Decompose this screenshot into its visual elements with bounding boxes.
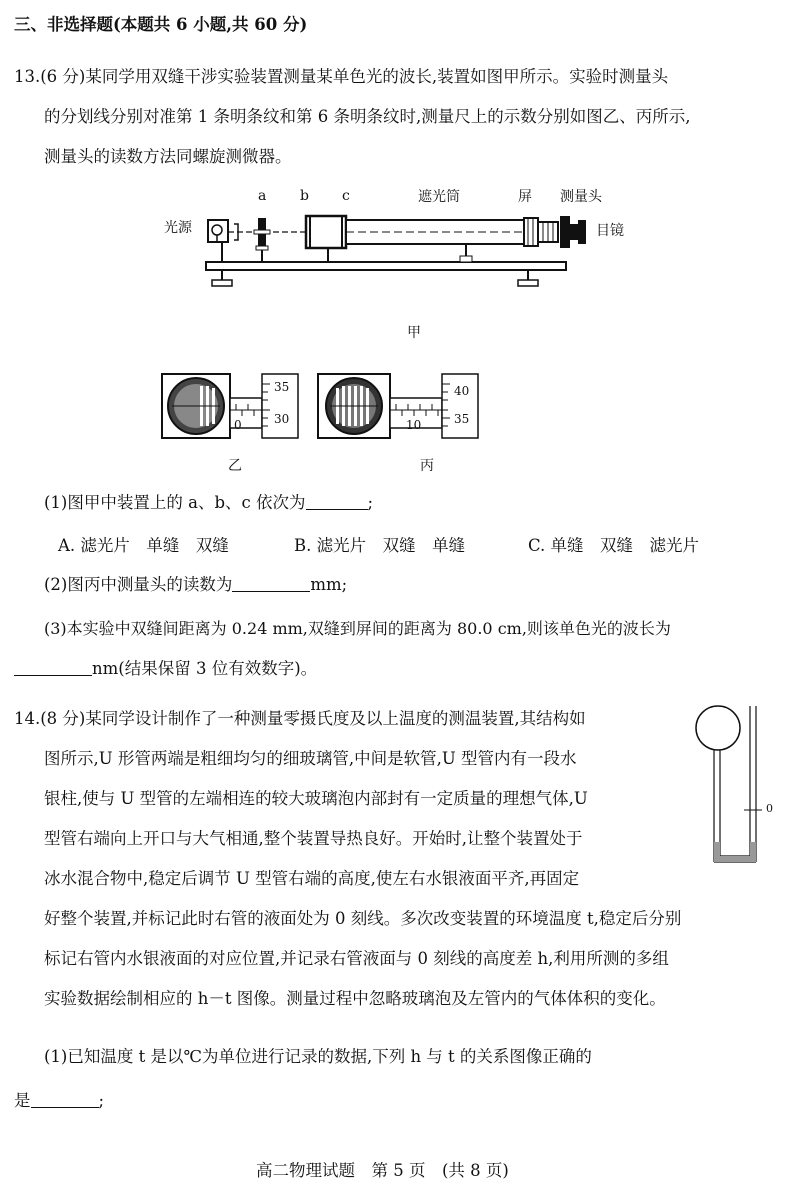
bing-tick-35: 35: [454, 412, 470, 426]
u-tube-figure: [690, 702, 790, 872]
q14-line8: 实验数据绘制相应的 h－t 图像。测量过程中忽略玻璃泡及左管内的气体体积的变化。: [44, 989, 666, 1008]
yi-tick-0: 0: [234, 418, 242, 432]
light-source: [208, 220, 228, 242]
zero-mark-label: 0: [766, 802, 773, 815]
q14-line3: 银柱,使与 U 型管的左端相连的较大玻璃泡内部封有一定质量的理想气体,U: [44, 789, 588, 808]
u-tube-drawing: [690, 702, 790, 872]
q13-line2: 的分划线分别对准第 1 条明条纹和第 6 条明条纹时,测量尺上的示数分别如图乙、丙所示,: [44, 107, 691, 126]
yi-tick-35: 35: [274, 380, 290, 394]
reading-bing: [316, 370, 496, 450]
caption-yi: 乙: [228, 458, 242, 474]
screen: [524, 218, 538, 246]
yi-tick-30: 30: [274, 412, 290, 426]
bing-tick-10: 10: [406, 418, 422, 432]
caption-jia: 甲: [407, 325, 421, 341]
option-a[interactable]: A. 滤光片 单缝 双缝: [58, 536, 229, 555]
label-tube: 遮光筒: [418, 189, 460, 205]
q13-sub3-blank[interactable]: [14, 659, 92, 676]
q13-line1: 13.(6 分)某同学用双缝干涉实验装置测量某单色光的波长,装置如图甲所示。实验时测量头: [14, 67, 669, 86]
q13-sub1-text: (1)图甲中装置上的 a、b、c 依次为: [44, 493, 306, 512]
q14-line4: 型管右端向上开口与大气相通,整个装置导热良好。开始时,让整个装置处于: [44, 829, 583, 848]
reading-yi: [160, 370, 310, 450]
q13-sub1-blank[interactable]: [306, 493, 368, 510]
label-c: c: [342, 188, 350, 204]
reading-bing-drawing: [316, 370, 496, 450]
glass-bulb: [696, 706, 740, 750]
q13-line3: 测量头的读数方法同螺旋测微器。: [44, 147, 292, 166]
q14-sub1-line2: [14, 1090, 104, 1112]
element-b: [306, 216, 346, 248]
page-footer: 高二物理试题 第 5 页 (共 8 页): [256, 1161, 509, 1180]
q13-sub1-end: ;: [367, 493, 374, 512]
label-head: 测量头: [560, 189, 602, 205]
q13-sub2-unit: mm;: [310, 575, 348, 594]
q14-line6: 好整个装置,并标记此时右管的液面处为 0 刻线。多次改变装置的环境温度 t,稳定后分别: [44, 909, 682, 928]
q13-sub2-text: (2)图丙中测量头的读数为: [44, 575, 233, 594]
option-c[interactable]: C. 单缝 双缝 滤光片: [528, 536, 700, 555]
q13-sub1: [44, 492, 373, 514]
label-light-source: 光源: [164, 220, 192, 236]
option-b[interactable]: B. 滤光片 双缝 单缝: [294, 536, 466, 555]
section-title: 三、非选择题(本题共 6 小题,共 60 分): [14, 15, 308, 34]
eyepiece: [578, 220, 586, 244]
label-b: b: [300, 188, 309, 204]
bing-tick-40: 40: [454, 384, 470, 398]
q13-sub2-blank[interactable]: [232, 575, 310, 592]
q14-sub1-semicolon: ;: [98, 1091, 105, 1110]
q14-line5: 冰水混合物中,稳定后调节 U 型管右端的高度,使左右水银液面平齐,再固定: [44, 869, 580, 888]
q14-line7: 标记右管内水银液面的对应位置,并记录右管液面与 0 刻线的高度差 h,利用所测的多组: [44, 949, 669, 968]
caption-bing: 丙: [420, 458, 434, 474]
q14-sub1-blank[interactable]: [31, 1091, 99, 1108]
label-screen: 屏: [518, 189, 532, 205]
q14-line2: 图所示,U 形管两端是粗细均匀的细玻璃管,中间是软管,U 型管内有一段水: [44, 749, 577, 768]
q14-line1: 14.(8 分)某同学设计制作了一种测量零摄氏度及以上温度的测温装置,其结构如: [14, 709, 586, 728]
q13-sub3-end: nm(结果保留 3 位有效数字)。: [92, 659, 318, 678]
label-a: a: [258, 188, 267, 204]
q13-sub3-line2: [14, 658, 317, 680]
label-eyepiece: 目镜: [596, 223, 624, 239]
q13-sub3: (3)本实验中双缝间距离为 0.24 mm,双缝到屏间的距离为 80.0 cm,则该单色光的波长为: [44, 619, 671, 638]
q14-sub1: (1)已知温度 t 是以℃为单位进行记录的数据,下列 h 与 t 的关系图像正确的: [44, 1047, 592, 1066]
q14-sub1-end: 是: [14, 1091, 31, 1110]
q13-sub2: [44, 574, 347, 596]
